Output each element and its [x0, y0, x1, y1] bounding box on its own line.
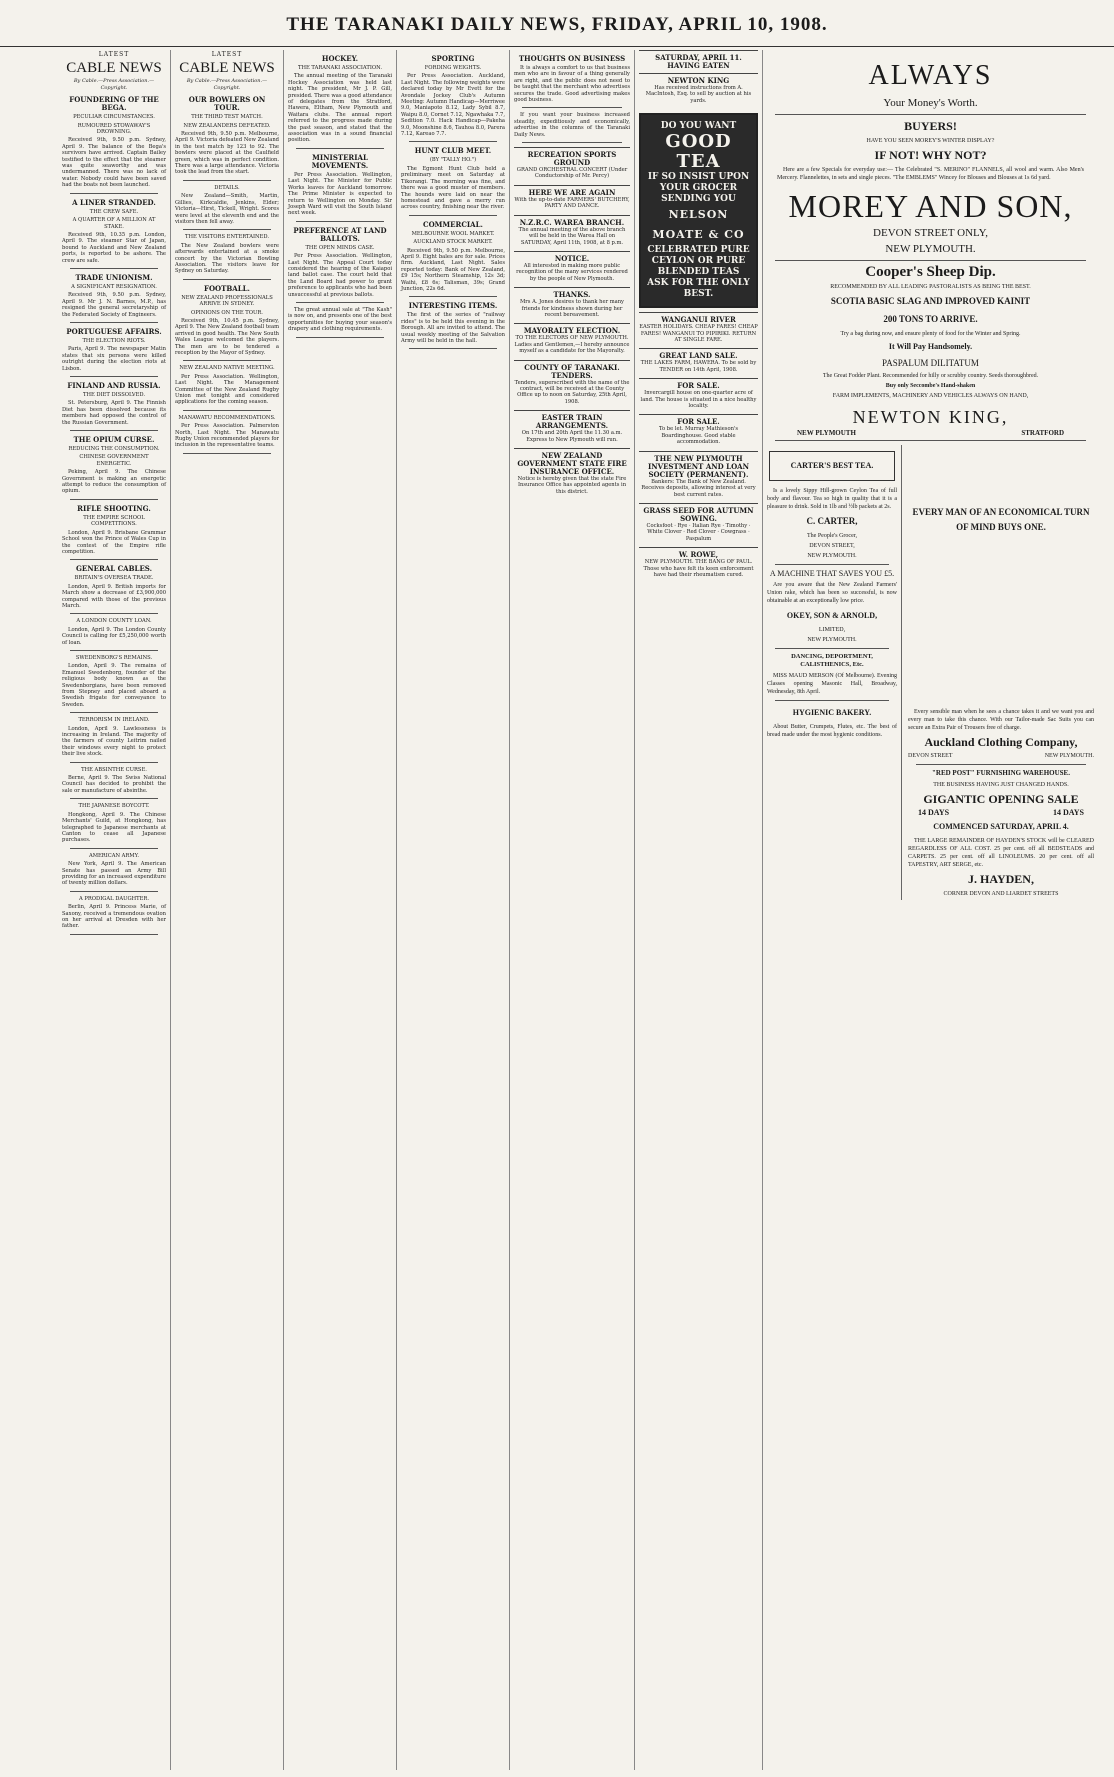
- ad-body: All interested in making more public recognition of the many services rendered by the people of New Plymouth.: [516, 262, 628, 282]
- okey-city: NEW PLYMOUTH.: [807, 637, 857, 644]
- article-headline: FINLAND AND RUSSIA.: [67, 381, 161, 390]
- article-headline: RIFLE SHOOTING.: [77, 503, 151, 513]
- article-headline: HOCKEY.: [321, 54, 359, 63]
- classified-ad: [514, 448, 630, 500]
- article-subheading: AMERICAN ARMY.: [88, 852, 140, 859]
- article-body: Per Press Association. Auckland, Last Night. The following weights were declared today by Mr Evett for the Avondale Jockey Club's Autumn Meeting: Autumn Handicap—Merriwee 9.0, Maniapoto 8.12, Lady Sybil 8.7, Waipu 8.0, Cornet 7.12, Ngawhaka 7.7, Sedition 7.0. Hack Handicap—Pakeha 9.0, Moonshine 8.6, Tauhoa 8.0, Parera 7.12, Kareao 7.7.: [401, 73, 505, 138]
- ad-title: NEWTON KING: [667, 76, 730, 85]
- classified-ad: [514, 360, 630, 411]
- kicker: LATEST: [98, 51, 130, 58]
- ad-title: THE NEW PLYMOUTH INVESTMENT AND LOAN SOCIETY (PERMANENT).: [647, 453, 750, 479]
- gigantic-sale-heading: GIGANTIC OPENING SALE: [923, 791, 1079, 806]
- article-headline: INTERESTING ITEMS.: [408, 301, 498, 311]
- tea-advert: [639, 113, 758, 308]
- article-body: The annual meeting of the Taranaki Hockey Association was held last night. The president, Mr J. P. Gill, presided. There was a good attendance of delegates from the Stratford, Hawera, Eltham, New Plymouth and Waitara clubs. The annual report referred to the progress made during the past season, and stated that the association was in a sound financial position.: [288, 73, 392, 144]
- article-subheading: PECULIAR CIRCUMSTANCES.: [73, 114, 155, 121]
- classified-ad: [639, 73, 758, 109]
- article-rule: [70, 193, 158, 194]
- morey-heading: MOREY AND SON,: [788, 188, 1073, 224]
- article-rule: [70, 934, 158, 935]
- article-rule: [70, 613, 158, 614]
- article-body: Per Press Association. Wellington, Last Night. The Appeal Court today considered the hearing of the Kaiapoi land ballot case. The court held that the Land Board had power to grant preference to applicants who had been unsuccessful at previous ballots.: [288, 253, 392, 298]
- okey-heading: OKEY, SON & ARNOLD,: [786, 611, 878, 621]
- classified-ad: [639, 378, 758, 414]
- article-headline: THOUGHTS ON BUSINESS: [518, 54, 626, 63]
- article-body: Per Press Association. Wellington, Last Night. The Management Committee of the New Zealand Rugby Union met tonight and considered applications for the coming season.: [175, 373, 279, 406]
- article-subheading: THE ELECTION RIOTS.: [82, 337, 146, 344]
- buyers-body: Here are a few Specials for everyday use:— The Celebrated "S. MERINO" FLANNELS, all wool and warm. Also Men's Mercery. Flannelettes, in sets and single pieces. "The EMBLEMS" Wincey for Blouses and Blouses at 1s 6d yard.: [777, 167, 1084, 181]
- machine-body: Are you aware that the New Zealand Farmers' Union rake, which has been so successful, is now obtainable at an exceptionally low price.: [767, 582, 897, 605]
- article-body: Received 9th, 9.50 p.m. Sydney, April 9. Mr J. N. Barnes, M.P., has resigned the general secretaryship of the Federated Society of Engineers.: [62, 292, 166, 318]
- columns: [58, 50, 1098, 1770]
- column-business: [510, 50, 635, 1770]
- article-body: Hongkong, April 9. The Chinese Merchants' Guild, at Hongkong, has telegraphed to Japanese merchants at Canton to cease all Japanese purchases.: [62, 811, 166, 844]
- article-subheading-2: AUCKLAND STOCK MARKET.: [413, 239, 493, 246]
- article-body: London, April 9. Brisbane Grammar School won the Prince of Wales Cup in the contest of the Empire rifle competition.: [62, 529, 166, 555]
- article-rule: [70, 499, 158, 500]
- ad-title: WANGANUI RIVER: [661, 315, 736, 325]
- classified-ad: [639, 348, 758, 378]
- article-subheading: THE ABSINTHE CURSE.: [81, 766, 147, 773]
- article-rule: [70, 268, 158, 269]
- banner: CABLE NEWS: [66, 60, 162, 77]
- column-auction-ads: [635, 50, 763, 1770]
- article-rule: [70, 712, 158, 713]
- morey-city: NEW PLYMOUTH.: [885, 243, 976, 255]
- article-rule: [70, 798, 158, 799]
- classified-ad: [514, 410, 630, 448]
- article-headline: TRADE UNIONISM.: [75, 272, 153, 282]
- article-subheading: THE TARANAKI ASSOCIATION.: [298, 65, 382, 71]
- article-headline: A LINER STRANDED.: [72, 197, 156, 207]
- classified-ad: [514, 147, 630, 185]
- ad-title: NEW ZEALAND GOVERNMENT STATE FIRE INSURANCE OFFICE.: [517, 451, 627, 476]
- newton-king-heading: NEWTON KING,: [852, 407, 1009, 427]
- article-subheading: BRITAIN'S OVERSEA TRADE.: [74, 575, 154, 582]
- article-headline: HUNT CLUB MEET.: [414, 146, 492, 156]
- if-not-heading: IF NOT! WHY NOT?: [874, 148, 987, 162]
- article-body: Received 9th, 9.50 p.m. Melbourne, April 9. Victoria defeated New Zealand in the test match by 123 to 92. The bowlers were placed at the Caulfield green, which was in perfect condition. There was a large attendance. Victoria took the lead from the start.: [175, 131, 279, 176]
- always-heading: ALWAYS: [868, 60, 993, 91]
- article-rule: [70, 559, 158, 560]
- ad-body: With the up-to-date FARMERS' BUTCHERY, PARTY AND DANCE.: [514, 196, 630, 210]
- article-rule: [70, 848, 158, 849]
- article-subheading: THE DIET DISSOLVED.: [83, 392, 145, 398]
- article-body: Berlin, April 9. Princess Marie, of Saxony, received a tremendous ovation on her arrival at Dresden with her father.: [62, 904, 166, 930]
- article-rule: [409, 215, 497, 216]
- article-rule: [409, 348, 497, 349]
- ad-title: MAYORALTY ELECTION.: [523, 326, 621, 336]
- article-list: [175, 96, 279, 454]
- article-body: New Zealand—Smith, Martin, Gillies, Kirkcaldie, Jenkins, Elder; Victoria—Hirst, Tickell, Wright. Scores were level at the eleventh end and the visitors then fell away.: [175, 193, 279, 225]
- article-body: Per Press Association. Palmerston North, Last Night. The Manawatu Rugby Union recommended players for inclusion in the representative teams.: [175, 423, 279, 449]
- article-headline: THE OPIUM CURSE.: [73, 435, 155, 445]
- tea-line-3: IF SO INSIST UPON YOUR GROCER SENDING YOU: [647, 172, 750, 205]
- commenced-heading: COMMENCED SATURDAY, APRIL 4.: [933, 822, 1069, 832]
- article-rule: [70, 891, 158, 892]
- article-body: Received 9th, 9.50 p.m. Sydney, April 9. The balance of the Bega's survivors have arrived. Captain Bailey testified to the effect that the steamer was quite seaworthy and was undermanned. There was no lack of water. Nobody could have been saved had the boats not been launched.: [62, 137, 166, 189]
- ad-body: Tenders, superscribed with the name of the contract, will be received at the County Office up to noon on Saturday, 25th April, 1908.: [514, 379, 630, 405]
- article-body: It is always a comfort to us that business men who are in favour of a thing generally are right, and the public does not need to be taught that the merchant who advertises secures the trade. Good advertising makes good business.: [514, 65, 630, 104]
- classified-ad: [514, 287, 630, 323]
- article-body: Received 9th, 9.50 p.m. Melbourne, April 9. Eight bales are for sale. Prices firm. Auckland, Last Night. Sales reported today: Bank of New Zealand, £9 15s; Northern Steamship, 12s 3d; Waihi, £8 6s; Talisman, 39s; Grand Junction, 22s 6d.: [401, 247, 505, 292]
- paspalum-heading: PASPALUM DILITATUM: [882, 358, 979, 368]
- ad-title: GRASS SEED FOR AUTUMN SOWING.: [643, 505, 754, 523]
- carter-name: C. CARTER,: [806, 516, 858, 527]
- ad-body: Has received instructions from A. MacIntosh, Esq. to sell by auction at his yards.: [645, 85, 752, 104]
- byline: By Cable.—Press Association.—Copyright.: [186, 78, 268, 91]
- ad-body: Notice is hereby given that the state Fire Insurance Office has appointed agents in this district.: [517, 476, 627, 495]
- tea-brand: NELSON MOATE & CO: [652, 208, 745, 242]
- article-rule: [70, 376, 158, 377]
- article-rule: [70, 650, 158, 651]
- article-rule: [183, 180, 271, 181]
- classified-ad: [639, 547, 758, 583]
- carter-street: DEVON STREET,: [809, 543, 855, 550]
- article-subheading: A LONDON COUNTY LOAN.: [76, 618, 152, 625]
- byline: By Cable.—Press Association.—Copyright.: [73, 78, 155, 91]
- article-rule: [70, 430, 158, 431]
- always-subheading: Your Money's Worth.: [883, 97, 978, 109]
- article-subheading-2: OPINIONS ON THE TOUR.: [191, 309, 263, 316]
- tea-line-4: CELEBRATED PURE CEYLON OR PURE BLENDED TEAS: [647, 245, 750, 278]
- article-rule: [296, 221, 384, 222]
- ad-body: On 17th and 20th April the 11.30 a.m. Express to New Plymouth will run.: [521, 430, 623, 443]
- ad-title: GREAT LAND SALE.: [659, 351, 738, 361]
- article-subheading-2: CHINESE GOVERNMENT ENERGETIC.: [79, 454, 149, 467]
- dance-heading: DANCING, DEPORTMENT, CALISTHENICS, Etc.: [791, 653, 873, 669]
- article-rule: [296, 337, 384, 338]
- article-rule: [183, 453, 271, 454]
- cooper-body: RECOMMENDED BY ALL LEADING PASTORALISTS AS BEING THE BEST.: [830, 284, 1031, 290]
- ad-title: W. ROWE,: [678, 550, 719, 560]
- article-rule: [183, 410, 271, 411]
- article-rule: [70, 322, 158, 323]
- article-headline: OUR BOWLERS ON TOUR.: [188, 95, 266, 113]
- article-subheading: TERRORISM IN IRELAND.: [78, 717, 150, 724]
- hayden-heading: J. HAYDEN,: [968, 872, 1034, 887]
- article-list: [288, 55, 392, 338]
- ad-title: HERE WE ARE AGAIN: [528, 187, 616, 197]
- article-headline: MINISTERIAL MOVEMENTS.: [311, 152, 369, 170]
- classified-ad: [514, 185, 630, 215]
- ad-list-bottom: [639, 312, 758, 583]
- classified-ad: [639, 451, 758, 503]
- article-subheading: NEW ZEALAND PROFESSIONALS ARRIVE IN SYDNEY.: [181, 294, 273, 308]
- article-rule: [522, 107, 622, 108]
- masthead: [0, 0, 1114, 47]
- ad-body: NEW PLYMOUTH. THE BANG OF PAUL. Those who have felt its keen enforcement have had their rheumatism cured.: [643, 559, 754, 578]
- article-body: London, April 9. British imports for March show a decrease of £3,900,000 compared with those of the previous March.: [62, 583, 166, 609]
- auckland-street: DEVON STREET: [908, 753, 953, 760]
- article-rule: [183, 229, 271, 230]
- article-subheading: THE EMPIRE SCHOOL COMPETITIONS.: [83, 514, 145, 528]
- article-subheading-2: NEW ZEALANDERS DEFEATED.: [183, 122, 271, 129]
- ad-body: Cocksfoot · Rye · Italian Rye · Timothy · White Clover · Red Clover · Cowgrass · Paspalum: [646, 522, 751, 542]
- newton-king-left: NEW PLYMOUTH: [797, 429, 856, 437]
- article-body: The New Zealand bowlers were afterwards entertained at a smoke concert by the Victorian Bowling Association. The visitors leave for Sydney on Saturday.: [175, 242, 279, 275]
- article-headline: PORTUGUESE AFFAIRS.: [66, 326, 162, 336]
- article-subheading: SWEDENBORG'S REMAINS.: [75, 654, 153, 661]
- ad-title: FOR SALE.: [677, 381, 720, 391]
- buyers-question: HAVE YOU SEEN MOREY'S WINTER DISPLAY?: [866, 138, 995, 144]
- article-headline: FOOTBALL.: [203, 283, 250, 293]
- column-cable-news-1: [58, 50, 171, 1770]
- article-headline: FOUNDERING OF THE BEGA.: [69, 95, 159, 113]
- redpost-heading: "RED POST" FURNISHING WAREHOUSE.: [932, 768, 1070, 777]
- article-body: Received 9th, 10.45 p.m. Sydney, April 9. The New Zealand football team arrived in good health. The New South Wales League welcomed the players. The men are to be tendered a reception by the Mayor of Sydney.: [175, 317, 279, 356]
- article-rule: [70, 762, 158, 763]
- article-body: Per Press Association. Wellington, Last Night. The Minister for Public Works leaves for Auckland tomorrow. The Prime Minister is expected to return to Wellington on Monday. Sir Joseph Ward will visit the South Island next week.: [288, 171, 392, 217]
- ad-title: NOTICE.: [554, 253, 590, 263]
- article-headline: SPORTING: [431, 54, 475, 63]
- column-display-ads: [763, 50, 1098, 1770]
- column-sporting: [397, 50, 510, 1770]
- article-subheading: MANAWATU RECOMMENDATIONS.: [178, 414, 276, 421]
- ad-title: RECREATION SPORTS GROUND: [527, 150, 617, 168]
- morey-street: DEVON STREET ONLY,: [873, 227, 988, 239]
- ad-title: FOR SALE.: [677, 417, 720, 427]
- article-subheading: THE OPEN MINDS CASE.: [305, 244, 375, 251]
- classified-ad: [514, 251, 630, 287]
- article-subheading: THE THIRD TEST MATCH.: [191, 114, 263, 121]
- article-list: [401, 55, 505, 349]
- article-rule: [183, 360, 271, 361]
- days-right: 14 DAYS: [1052, 807, 1084, 817]
- sale-body: THE LARGE REMAINDER OF HAYDEN'S STOCK will be CLEARED REGARDLESS OF ALL COST. 25 per cent. off all BEDSTEADS and CARPETS. 25 per cent. off all LINOLEUMS. 20 per cent. off all TAPESTRY, ART SERGE, etc.: [908, 838, 1094, 869]
- article-body: London, April 9. The remains of Emanuel Swedenborg, founder of the religious body known as the Swedenborgians, have been removed from Stepney and placed aboard a Swedish frigate for conveyance to Sweden.: [62, 663, 166, 708]
- article-body: St. Petersburg, April 9. The Finnish Diet has been dissolved because its members had opposed the control of the Russian Government.: [62, 400, 166, 426]
- classified-ad: [639, 50, 758, 73]
- article-subheading: THE CREW SAFE.: [89, 208, 139, 215]
- carters-tea-body: Is a lovely Sippy Hill-grown Ceylon Tea of full body and flavour. Tea so high in quality that it is a pleasure to drink. Sold in 1lb and ½lb packets at 2s.: [767, 488, 897, 511]
- slag-subheading: 200 TONS TO ARRIVE.: [883, 314, 978, 324]
- ad-body: Invercargill house on one-quarter acre of land. The house is situated in a nice healthy locality.: [640, 390, 757, 410]
- ad-title: N.Z.R.C. WAREA BRANCH.: [519, 217, 625, 227]
- article-body: The first of the series of "railway rides" is to be held this evening in the Borough. All are invited to attend. The usual weekly meeting of the Salvation Army will be held in the hall.: [401, 312, 505, 344]
- machine-heading: A MACHINE THAT SAVES YOU £5.: [769, 569, 895, 579]
- ad-body: EASTER HOLIDAYS. CHEAP FARES! CHEAP FARES! WANGANUI TO PIPIRIKI. RETURN AT SINGLE FARE.: [639, 324, 758, 344]
- article-headline: COMMERCIAL.: [423, 219, 483, 229]
- column-cable-news-2: [171, 50, 284, 1770]
- classified-ad: [639, 503, 758, 547]
- article-subheading: REDUCING THE CONSUMPTION.: [68, 446, 160, 453]
- everyman-heading: EVERY MAN OF AN ECONOMICAL TURN OF MIND BUYS ONE.: [912, 507, 1090, 533]
- article-headline: GENERAL CABLES.: [75, 564, 153, 574]
- article-body: The great annual sale at "The Kash" is now on, and presents one of the best opportunities for buying your season's drapery and clothing requirements.: [288, 306, 392, 333]
- article-body: New York, April 9. The American Senate has passed an Army Bill providing for an increased expenditure of twenty million dollars.: [62, 861, 166, 887]
- article-body: Peking, April 9. The Chinese Government is making an energetic attempt to reduce the consumption of opium.: [62, 469, 166, 495]
- article-subheading-2: A QUARTER OF A MILLION AT STAKE.: [72, 217, 156, 230]
- kicker: LATEST: [211, 51, 243, 58]
- redpost-sub: THE BUSINESS HAVING JUST CHANGED HANDS.: [933, 781, 1069, 788]
- article-subheading: A SIGNIFICANT RESIGNATION.: [71, 283, 157, 290]
- tea-line-2: GOOD TEA: [665, 131, 732, 173]
- article-rule: [296, 148, 384, 149]
- article-rule: [409, 296, 497, 297]
- article-headline: PREFERENCE AT LAND BALLOTS.: [293, 225, 387, 243]
- masthead-title: THE TARANAKI DAILY NEWS, FRIDAY, APRIL 10, 1908.: [286, 14, 828, 35]
- auckland-heading: Auckland Clothing Company,: [924, 735, 1078, 750]
- ad-list: [514, 147, 630, 500]
- carter-sub: The People's Grocer,: [807, 533, 857, 540]
- article-rule: [183, 279, 271, 280]
- classified-ad: [514, 215, 630, 251]
- article-rule: [409, 141, 497, 142]
- tea-line-5: ASK FOR THE ONLY BEST.: [647, 278, 750, 300]
- hayden-address: CORNER DEVON AND LIARDET STREETS: [943, 891, 1059, 898]
- paspalum-body: The Great Fodder Plant. Recommended for hilly or scrubby country. Seeds thoroughbred.: [822, 373, 1039, 379]
- classified-ad: [639, 312, 758, 348]
- days-left: 14 DAYS: [918, 807, 950, 817]
- article-subheading: NEW ZEALAND NATIVE MEETING.: [179, 365, 275, 372]
- ad-body: Mrs A. Jones desires to thank her many friends for kindness shown during her recent bereavement.: [520, 299, 624, 318]
- auckland-body: Every sensible man when he sees a chance takes it and we want you and every man to take this chance. With our Tailor-made Sac Suits you can secure an Extra Pair of Trousers free of charge.: [908, 709, 1094, 732]
- article-body: Received 9th, 10.35 p.m. London, April 9. The steamer Star of Japan, bound to Auckland and New Zealand ports, is reported to be ashore. The crew are safe.: [62, 231, 166, 264]
- bakery-body: About Butter, Crumpets, Flutes, etc. The best of bread made under the most hygienic conditions.: [767, 724, 897, 739]
- newton-king-right: STRATFORD: [1021, 429, 1064, 437]
- article-body: Berne, April 9. The Swiss National Council has decided to prohibit the sale or manufacture of absinthe.: [62, 775, 166, 794]
- classified-ad: [639, 414, 758, 450]
- article-subheading: THE VISITORS ENTERTAINED.: [185, 234, 269, 241]
- article-subheading: FORDING WEIGHTS.: [424, 65, 482, 71]
- article-list: [514, 55, 630, 143]
- bakery-heading: HYGIENIC BAKERY.: [792, 708, 872, 718]
- article-rule: [522, 142, 622, 143]
- article-subheading: DETAILS.: [214, 184, 240, 191]
- ad-title: EASTER TRAIN ARRANGEMENTS.: [535, 413, 609, 431]
- article-body: If you want your business increased steadily, expeditiously and economically, advertise in the columns of the Taranaki Daily News.: [514, 112, 630, 138]
- column-hockey: [284, 50, 397, 1770]
- article-subheading: A PRODIGAL DAUGHTER.: [79, 895, 149, 902]
- slag-heading: SCOTIA BASIC SLAG AND IMPROVED KAINIT: [830, 296, 1031, 306]
- article-body: London, April 9. Lawlessness is increasing in Ireland. The majority of the farmers of county Leitrim nailed their windows every night to protect their live stock.: [62, 725, 166, 758]
- ad-body: TO THE ELECTORS OF NEW PLYMOUTH. Ladies and Gentlemen,—I hereby announce myself as a candidate for the Mayoralty.: [514, 335, 630, 355]
- farm-implements: FARM IMPLEMENTS, MACHINERY AND VEHICLES ALWAYS ON HAND,: [832, 393, 1029, 399]
- article-subheading: (BY "TALLY HO."): [429, 157, 477, 164]
- carter-city: NEW PLYMOUTH.: [807, 553, 857, 560]
- article-subheading-2: RUMOURED STOWAWAY'S DROWNING.: [77, 122, 151, 136]
- tea-line-1: DO YOU WANT: [660, 121, 737, 132]
- article-body: London, April 9. The London County Council is calling for £5,250,000 worth of loan.: [62, 626, 166, 646]
- article-body: The Egmont Hunt Club held a preliminary meet on Saturday at Tikorangi. The morning was fine, and there was a good muster of members. The hounds were laid on near the homestead and gave a merry run across country, finishing near the river.: [401, 165, 505, 211]
- buyers-heading: BUYERS!: [904, 119, 957, 133]
- banner: CABLE NEWS: [179, 60, 275, 77]
- pay-handsomely: It Will Pay Handsomely.: [888, 342, 973, 351]
- article-subheading: THE JAPANESE BOYCOTT.: [78, 803, 150, 810]
- article-rule: [296, 302, 384, 303]
- ad-title: SATURDAY, APRIL 11. HAVING EATEN: [655, 53, 742, 70]
- ad-body: GRAND ORCHESTRAL CONCERT (Under Conductorship of Mr. Percy): [516, 167, 628, 180]
- ad-body: To be let. Murray Mathieson's Boardinghouse. Good stable accommodation.: [658, 426, 739, 446]
- ad-body: Bankers: The Bank of New Zealand. Receives deposits, allowing interest at very best current rates.: [641, 478, 756, 498]
- slag-body: Try a bag during now, and ensure plenty of food for the Winter and Spring.: [840, 331, 1021, 337]
- classified-ad: [514, 323, 630, 359]
- dance-body: MISS MAUD MERSON (Of Melbourne). Evening Classes opening Masonic Hall, Broadway, Wednesday, 8th April.: [767, 673, 897, 696]
- auckland-city: NEW PLYMOUTH.: [1044, 753, 1094, 760]
- ad-title: THANKS.: [553, 290, 591, 300]
- okey-sub: LIMITED,: [818, 627, 846, 634]
- cooper-heading: Cooper's Sheep Dip.: [865, 264, 996, 280]
- ad-body: THE LAKES FARM, HAWERA. To be sold by TENDER on 14th April, 1908.: [640, 360, 757, 373]
- carters-tea-heading: CARTER'S BEST TEA.: [790, 461, 874, 471]
- article-list: [62, 96, 166, 935]
- ad-list-top: [639, 50, 758, 109]
- ad-body: The annual meeting of the above branch will be held in the Warea Hall on SATURDAY, April 11th, 1908, at 8 p.m.: [518, 226, 626, 246]
- ad-title: COUNTY OF TARANAKI. TENDERS.: [524, 362, 620, 380]
- article-body: Paris, April 9. The newspaper Matin states that six persons were killed outright during the election riots at Lisbon.: [62, 346, 166, 372]
- article-subheading: MELBOURNE WOOL MARKET.: [411, 230, 495, 237]
- paspalum-note: Buy only Seccombe's Hand-shaken: [885, 383, 976, 389]
